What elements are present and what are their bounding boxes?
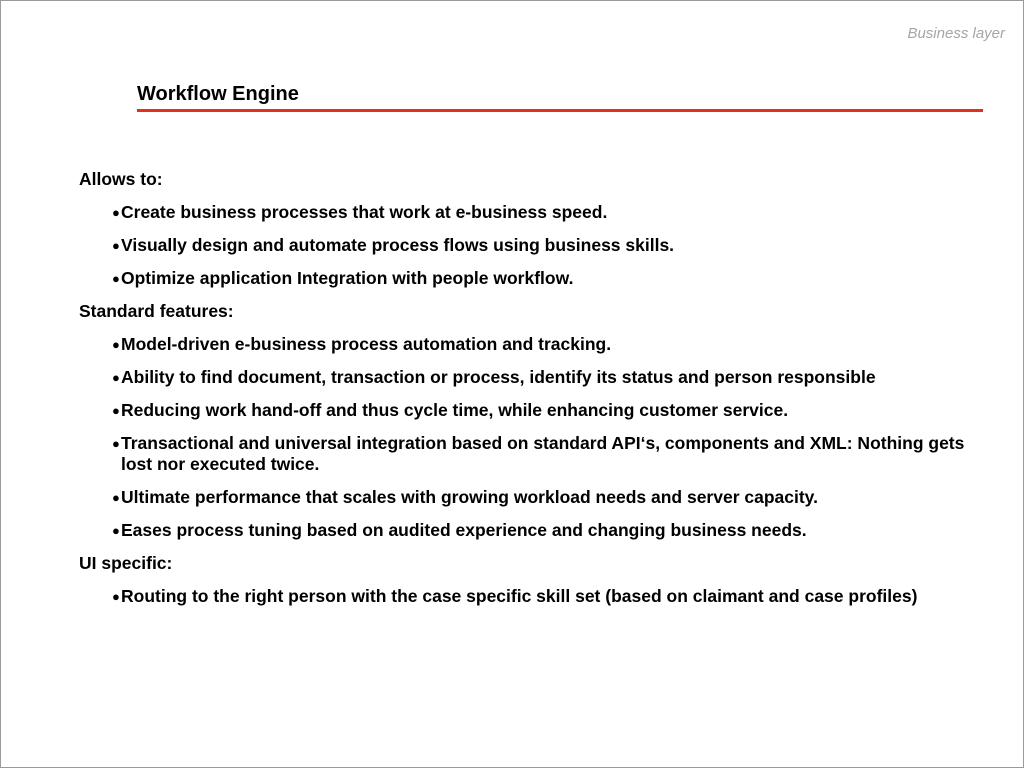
bullet-item — [79, 400, 969, 421]
bullet-text: Eases process tuning based on audited experience and changing business needs. — [121, 520, 807, 540]
bullet-dot-icon: ● — [112, 370, 120, 385]
bullet-list — [79, 202, 969, 289]
bullet-item — [79, 487, 969, 508]
group-heading: UI specific: — [79, 553, 173, 573]
bullet-text: Transactional and universal integration based on standard API‘s, components and XML: Nothing gets lost nor executed twice. — [121, 433, 965, 474]
group-heading: Allows to: — [79, 169, 163, 189]
bullet-dot-icon: ● — [112, 337, 120, 352]
group-standard-features — [79, 301, 969, 541]
bullet-item — [79, 268, 969, 289]
bullet-text: Ability to find document, transaction or process, identify its status and person responsible — [121, 367, 876, 387]
bullet-text: Reducing work hand-off and thus cycle time, while enhancing customer service. — [121, 400, 789, 420]
bullet-item — [79, 520, 969, 541]
bullet-item — [79, 367, 969, 388]
bullet-item — [79, 202, 969, 223]
bullet-item — [79, 586, 969, 607]
bullet-text: Ultimate performance that scales with growing workload needs and server capacity. — [121, 487, 818, 507]
bullet-dot-icon: ● — [112, 523, 120, 538]
bullet-list — [79, 334, 969, 541]
bullet-text: Optimize application Integration with people workflow. — [121, 268, 574, 288]
bullet-dot-icon: ● — [112, 271, 120, 286]
group-ui-specific — [79, 553, 969, 607]
bullet-dot-icon: ● — [112, 436, 120, 451]
bullet-dot-icon: ● — [112, 238, 120, 253]
group-heading: Standard features: — [79, 301, 234, 321]
slide-title: Workflow Engine — [137, 83, 299, 105]
bullet-dot-icon: ● — [112, 403, 120, 418]
bullet-dot-icon: ● — [112, 490, 120, 505]
bullet-item — [79, 334, 969, 355]
slide-content — [79, 169, 969, 619]
bullet-dot-icon: ● — [112, 589, 120, 604]
title-underline — [137, 109, 983, 112]
bullet-item — [79, 235, 969, 256]
bullet-item — [79, 433, 969, 475]
bullet-text: Visually design and automate process flows using business skills. — [121, 235, 675, 255]
group-allows-to — [79, 169, 969, 289]
section-tag: Business layer — [907, 25, 1005, 42]
bullet-text: Model-driven e-business process automation and tracking. — [121, 334, 612, 354]
bullet-text: Create business processes that work at e-business speed. — [121, 202, 608, 222]
bullet-text: Routing to the right person with the case specific skill set (based on claimant and case profiles) — [121, 586, 918, 606]
bullet-list — [79, 586, 969, 607]
bullet-dot-icon: ● — [112, 205, 120, 220]
